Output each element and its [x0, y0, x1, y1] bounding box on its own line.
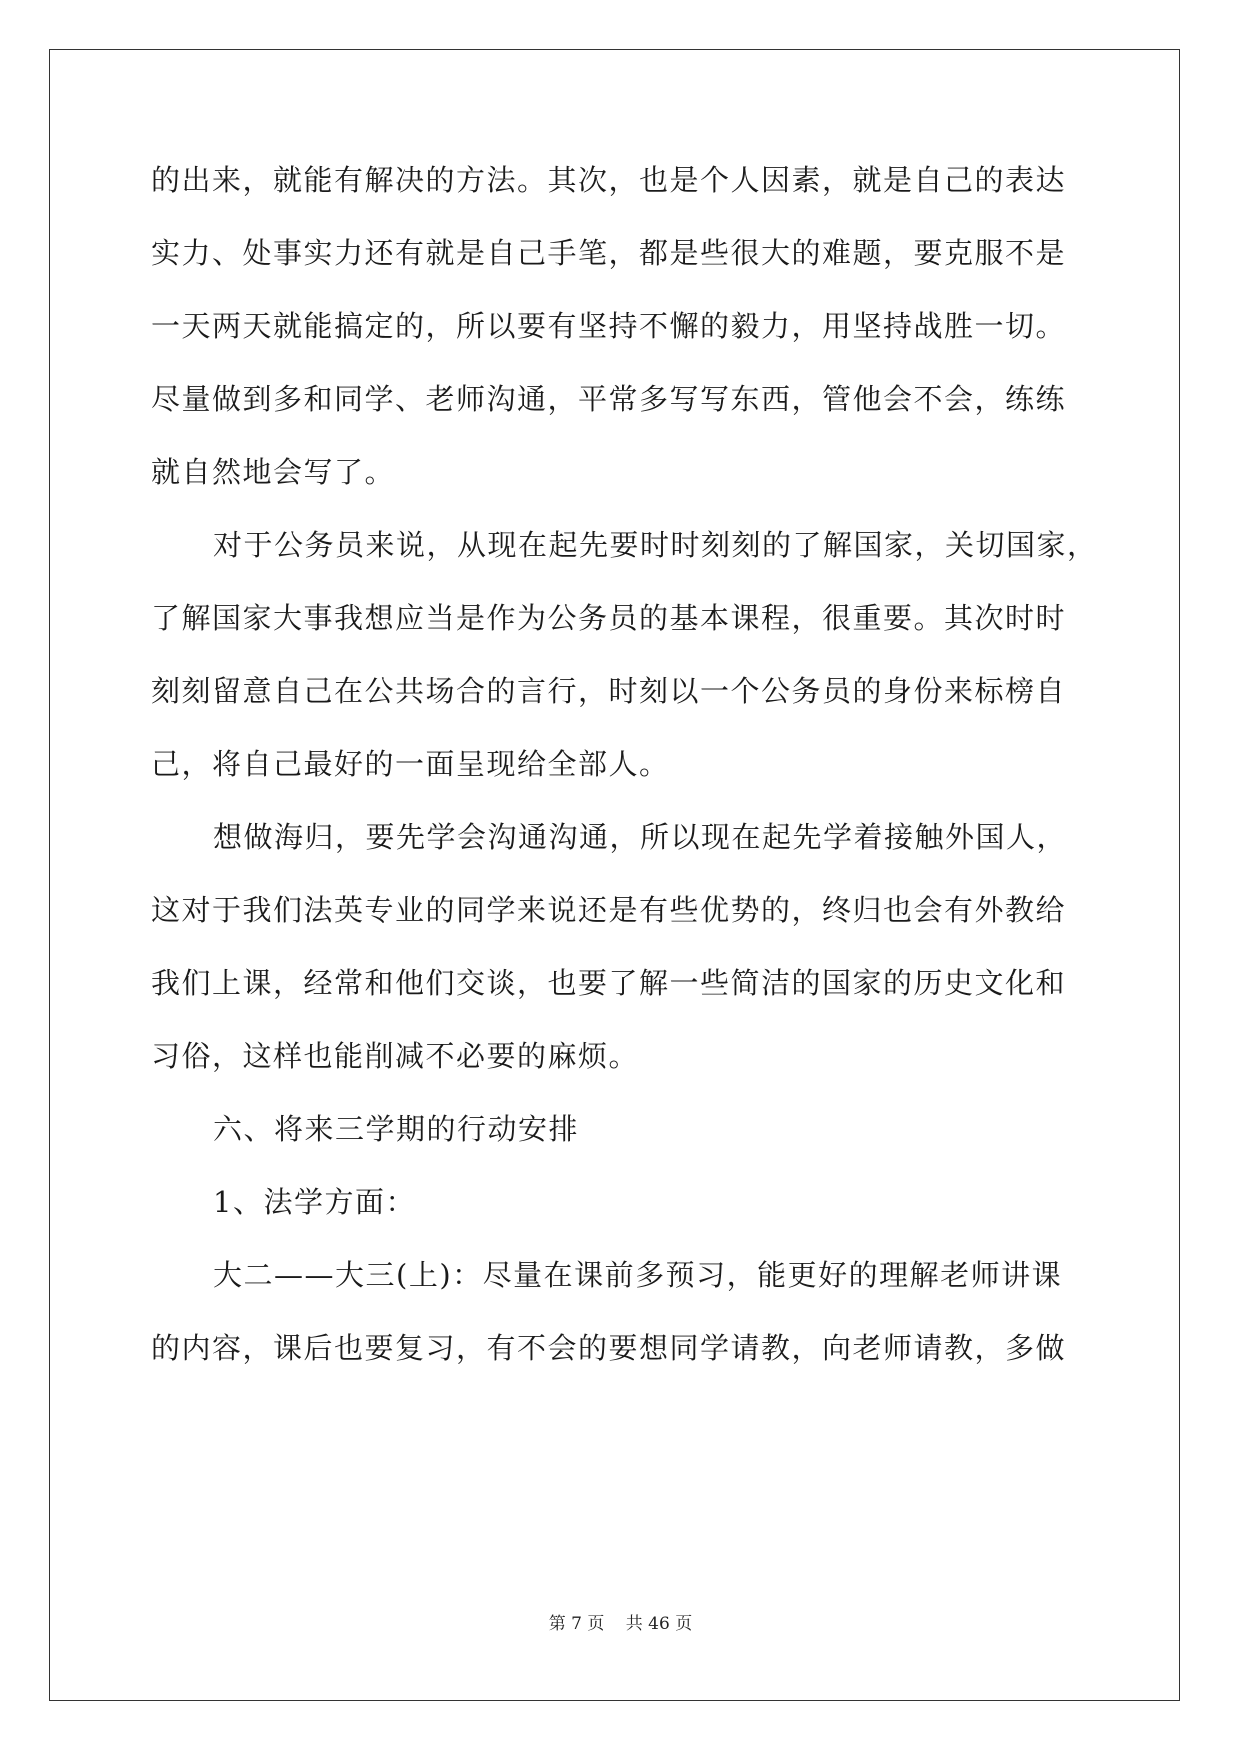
- text-line: 就自然地会写了。: [151, 455, 396, 489]
- paragraph-start-line: 大二——大三(上)：尽量在课前多预习，能更好的理解老师讲课: [213, 1258, 1063, 1292]
- text-line: 习俗，这样也能削减不必要的麻烦。: [151, 1039, 640, 1073]
- subsection-heading: 1、法学方面：: [213, 1185, 416, 1219]
- paragraph-start-line: 想做海归，要先学会沟通沟通，所以现在起先学着接触外国人，: [213, 820, 1068, 854]
- text-line: 实力、处事实力还有就是自己手笔，都是些很大的难题，要克服不是: [151, 236, 1067, 270]
- text-line: 了解国家大事我想应当是作为公务员的基本课程，很重要。其次时时: [151, 601, 1067, 635]
- page-footer: [0, 1609, 1241, 1634]
- text-line: 这对于我们法英专业的同学来说还是有些优势的，终归也会有外教给: [151, 893, 1067, 927]
- text-line: 的出来，就能有解决的方法。其次，也是个人因素，就是自己的表达: [151, 163, 1067, 197]
- text-line: 己，将自己最好的一面呈现给全部人。: [151, 747, 670, 781]
- text-line: 一天两天就能搞定的，所以要有坚持不懈的毅力，用坚持战胜一切。: [151, 309, 1067, 343]
- page-border: [49, 49, 1180, 1701]
- text-line: 我们上课，经常和他们交谈，也要了解一些简洁的国家的历史文化和: [151, 966, 1067, 1000]
- section-heading: 六、将来三学期的行动安排: [213, 1112, 580, 1146]
- page-number: 第 7 页: [548, 1614, 605, 1634]
- text-line: 刻刻留意自己在公共场合的言行，时刻以一个公务员的身份来标榜自: [151, 674, 1067, 708]
- text-line: 的内容，课后也要复习，有不会的要想同学请教，向老师请教，多做: [151, 1331, 1067, 1365]
- text-line: 尽量做到多和同学、老师沟通，平常多写写东西，管他会不会，练练: [151, 382, 1067, 416]
- page-total: 共 46 页: [625, 1614, 693, 1634]
- paragraph-start-line: 对于公务员来说，从现在起先要时时刻刻的了解国家，关切国家，: [213, 528, 1098, 562]
